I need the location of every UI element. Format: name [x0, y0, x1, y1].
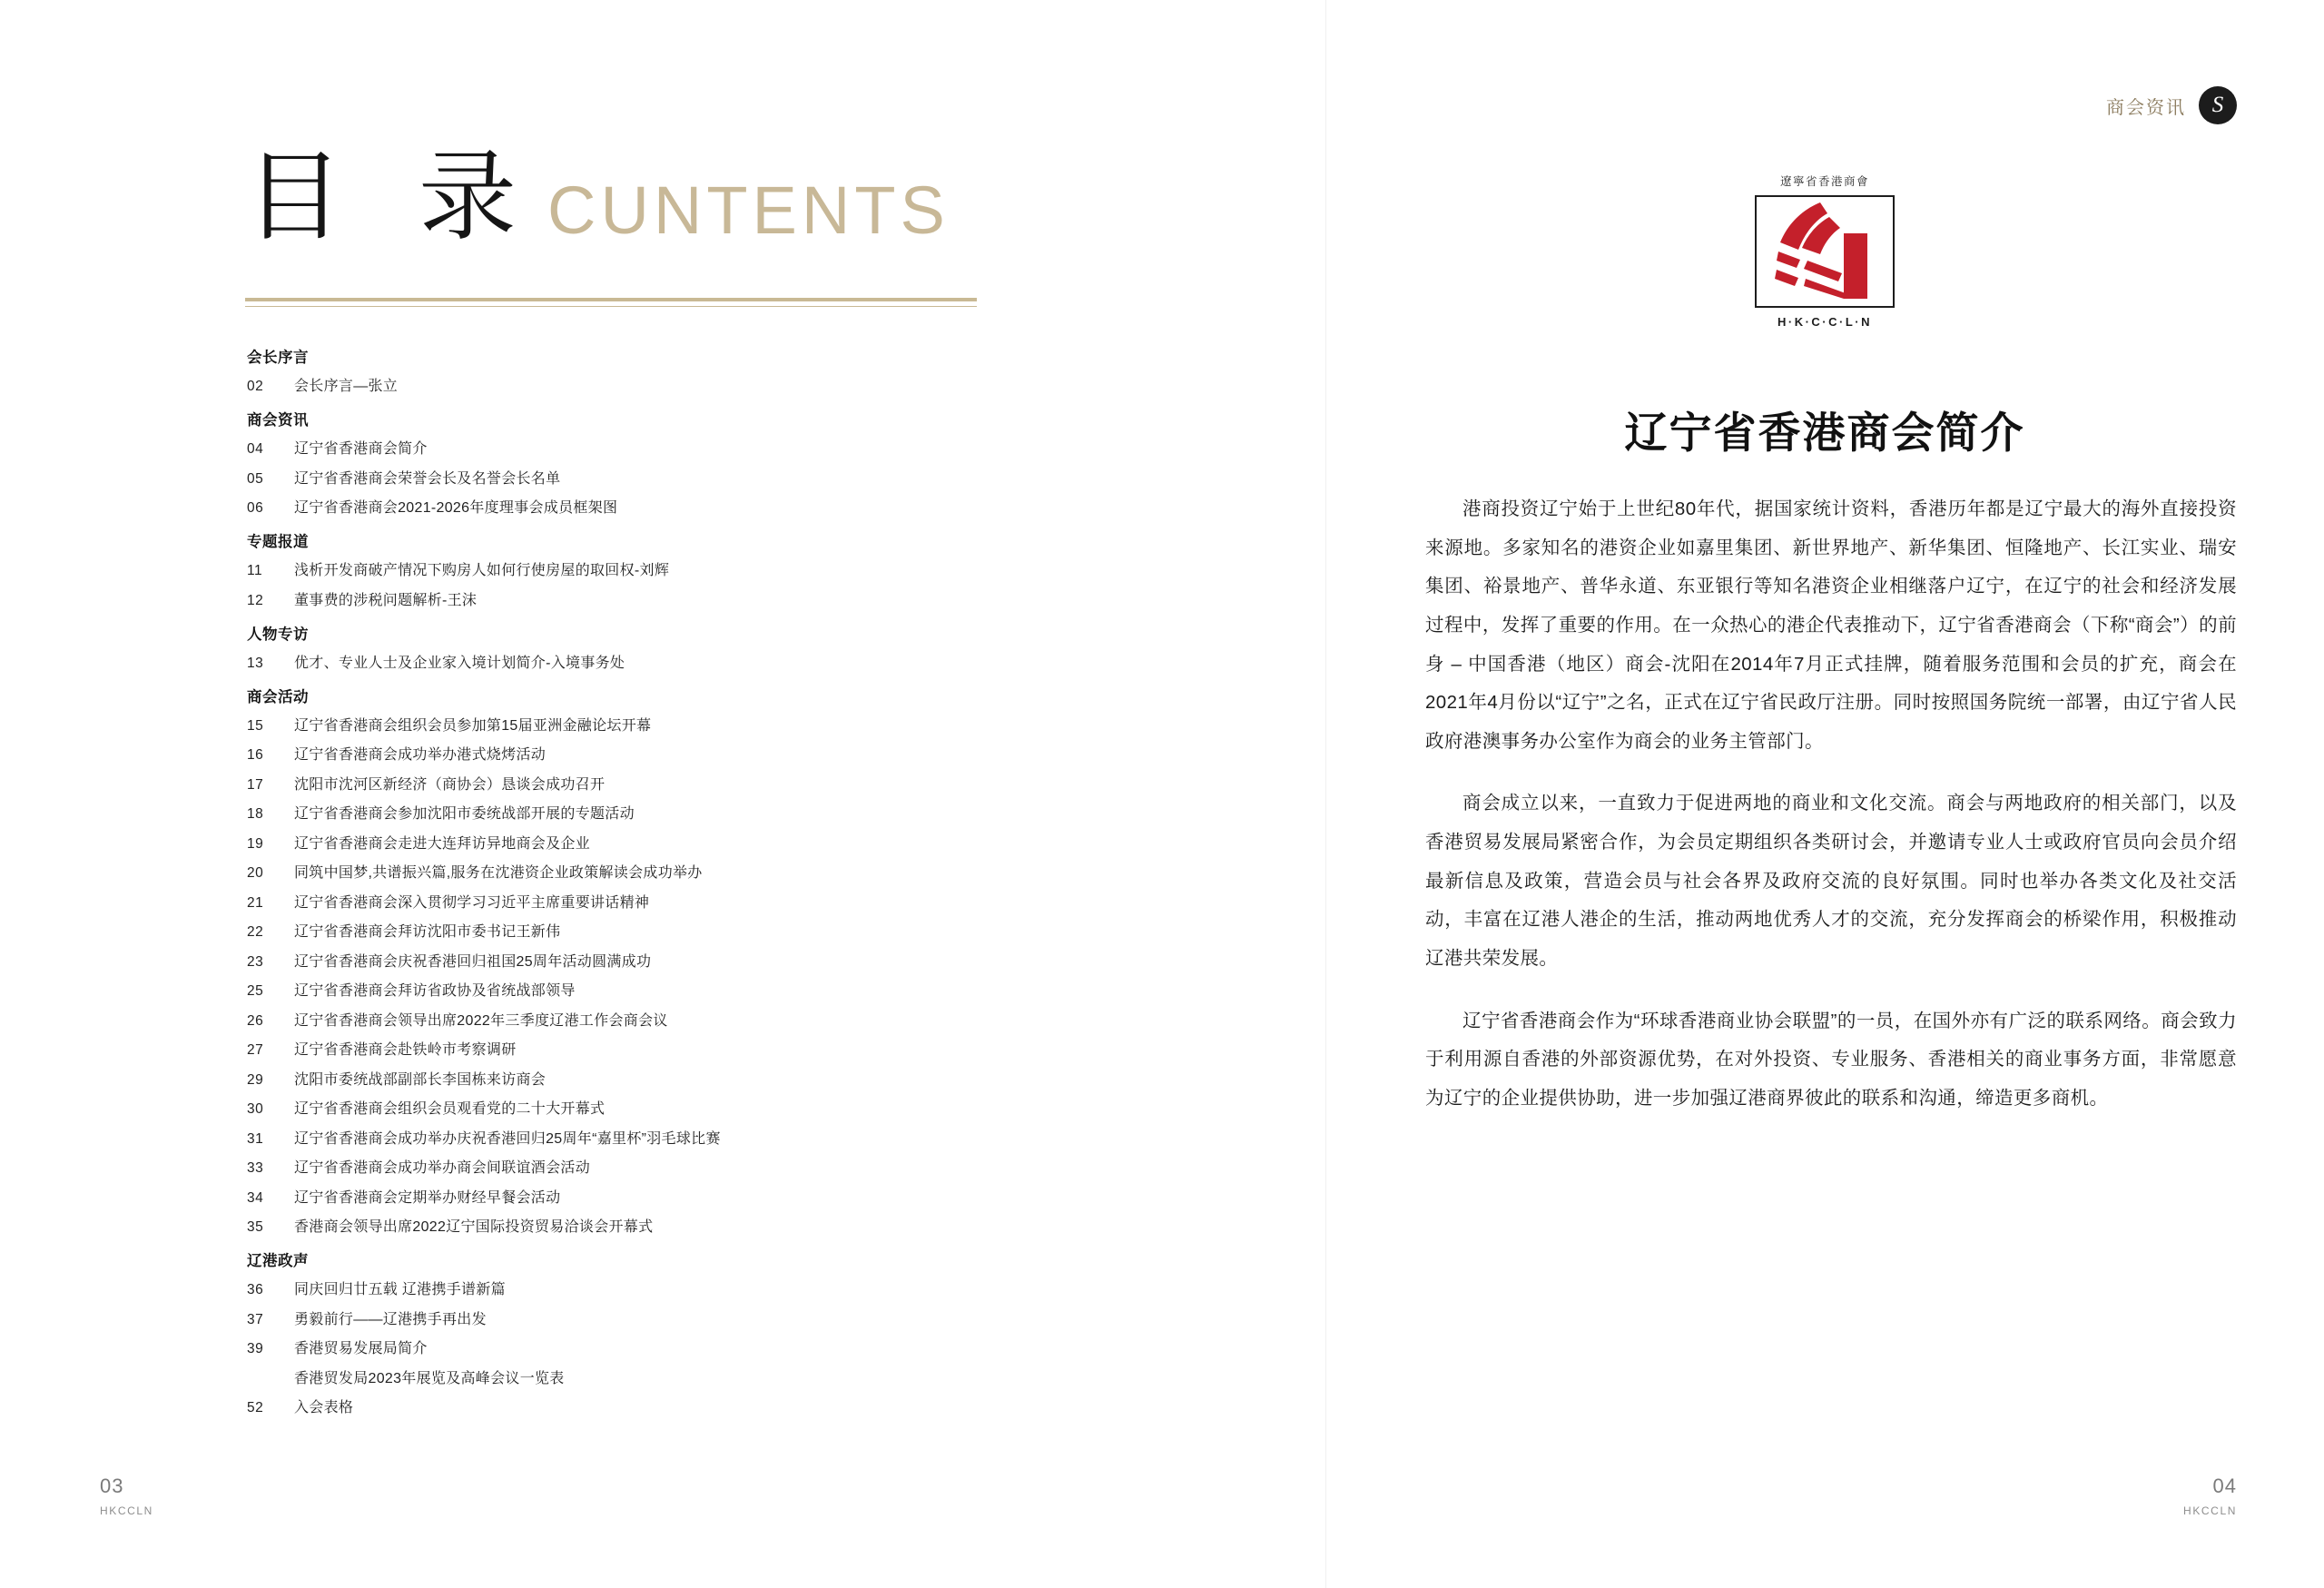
toc-entry[interactable]: [247, 714, 1155, 735]
contents-heading-cn: 目 录: [245, 144, 543, 252]
toc-entry[interactable]: [247, 832, 1155, 853]
toc-entry-title: 同庆回归廿五载 辽港携手谱新篇: [294, 1282, 506, 1297]
toc-entry-title: 辽宁省香港商会定期举办财经早餐会活动: [294, 1189, 561, 1206]
toc-entry-page: 05: [247, 470, 264, 487]
toc-entry-title: 香港贸易发展局简介: [294, 1341, 428, 1356]
toc-entry[interactable]: [247, 920, 1155, 941]
toc-entry-title: 辽宁省香港商会荣誉会长及名誉会长名单: [294, 470, 561, 487]
toc-entry-title: 辽宁省香港商会庆祝香港回归祖国25周年活动圆满成功: [294, 953, 652, 970]
toc-entry[interactable]: [247, 437, 1155, 458]
left-page-folio: [100, 1475, 153, 1517]
toc-entry-page: 26: [247, 1012, 264, 1029]
divider-thin: [245, 306, 977, 307]
contents-divider: [245, 298, 977, 307]
toc-entry[interactable]: [247, 802, 1155, 823]
toc-entry-page: 12: [247, 592, 264, 608]
toc-entry-page: 31: [247, 1130, 264, 1147]
toc-section-title: 人物专访: [247, 626, 309, 643]
toc-entry[interactable]: [247, 1307, 1155, 1328]
toc-entry-page: 36: [247, 1282, 264, 1297]
toc-entry-page: 33: [247, 1160, 264, 1176]
toc-entry[interactable]: [247, 1366, 1155, 1387]
toc-entry[interactable]: [247, 1068, 1155, 1089]
toc-entry-title: 同筑中国梦,共谱振兴篇,服务在沈港资企业政策解读会成功举办: [294, 865, 703, 881]
toc-entry[interactable]: [247, 861, 1155, 882]
toc-entry-page: 37: [247, 1311, 264, 1327]
toc-entry-title: 优才、专业人士及企业家入境计划简介-入境事务处: [294, 655, 625, 671]
toc-entry-page: 22: [247, 924, 264, 940]
toc-entry[interactable]: [247, 1127, 1155, 1148]
article-paragraph: 港商投资辽宁始于上世纪80年代，据国家统计资料，香港历年都是辽宁最大的海外直接投资来源地。多家知名的港资企业如嘉里集团、新世界地产、新华集团、恒隆地产、长江实业、瑞安集团、裕景地产、普华永道、东亚银行等知名港资企业相继落户辽宁，在辽宁的社会和经济发展过程中，发挥了重要的作用。在一众热心的港企代表推动下，辽宁省香港商会（下称“商会”）的前身 – 中国香港（地区）商会-沈阳在2014年7月正式挂牌，随着服务范围和会员的扩充，商会在2021年4月份以“辽宁”之名，正式在辽宁省民政厅注册。同时按照国务院统一部署，由辽宁省人民政府港澳事务办公室作为商会的业务主管部门。: [1425, 498, 2237, 752]
toc-entry-title: 辽宁省香港商会深入贯彻学习习近平主席重要讲话精神: [294, 894, 650, 911]
toc-entry[interactable]: [247, 891, 1155, 912]
toc-entry[interactable]: [247, 467, 1155, 488]
right-page-article: [1325, 0, 2324, 1588]
toc-entry[interactable]: [247, 1396, 1155, 1416]
toc-entry-title: 沈阳市沈河区新经济（商协会）恳谈会成功召开: [294, 776, 606, 793]
toc-entry-title: 沈阳市委统战部副部长李国栋来访商会: [294, 1071, 547, 1088]
divider-thick: [245, 298, 977, 301]
toc-entry[interactable]: [247, 1215, 1155, 1236]
toc-entry[interactable]: [247, 773, 1155, 794]
toc-entry[interactable]: [247, 496, 1155, 517]
toc-entry[interactable]: [247, 743, 1155, 764]
toc-entry[interactable]: [247, 979, 1155, 1000]
toc-entry-title: 辽宁省香港商会组织会员参加第15届亚洲金融论坛开幕: [294, 717, 652, 734]
section-header: [2106, 86, 2237, 124]
toc-entry[interactable]: [247, 1097, 1155, 1118]
toc-entry-page: 30: [247, 1101, 264, 1117]
toc-entry-page: 06: [247, 500, 264, 516]
toc-entry-page: 19: [247, 835, 264, 852]
toc-entry-title: 香港贸发局2023年展览及高峰会议一览表: [294, 1370, 565, 1386]
logo-chinese-name: 遼寧省香港商會: [1779, 175, 1869, 188]
article-paragraph: 商会成立以来，一直致力于促进两地的商业和文化交流。商会与两地政府的相关部门，以及香港贸易发展局紧密合作，为会员定期组织各类研讨会，并邀请专业人士或政府官员向会员介绍最新信息及政策，营造会员与社会各界及政府交流的良好氛围。同时也举办各类文化及社交活动，丰富在辽港人港企的生活，推动两地优秀人才的交流，充分发挥商会的桥梁作用，积极推动辽港共荣发展。: [1425, 793, 2237, 969]
toc-entry-page: 29: [247, 1071, 264, 1088]
logo-badge-icon: S: [2199, 86, 2237, 124]
toc-entry-page: 15: [247, 717, 264, 734]
toc-entry[interactable]: [247, 1038, 1155, 1059]
toc-entry-page: 16: [247, 747, 264, 763]
toc-entry-title: 辽宁省香港商会成功举办港式烧烤活动: [294, 747, 547, 763]
toc-entry-title: 辽宁省香港商会领导出席2022年三季度辽港工作会商会议: [294, 1012, 668, 1029]
page-footer-label: HKCCLN: [2183, 1504, 2237, 1517]
toc-entry-title: 浅析开发商破产情况下购房人如何行使房屋的取回权-刘辉: [294, 563, 670, 578]
table-of-contents: [247, 345, 1155, 1425]
right-page-folio: [2183, 1475, 2237, 1517]
toc-entry-title: 辽宁省香港商会2021-2026年度理事会成员框架图: [294, 500, 618, 516]
toc-entry-page: 13: [247, 655, 264, 671]
toc-entry-title: 辽宁省香港商会成功举办商会间联谊酒会活动: [294, 1160, 591, 1176]
page-number: 03: [100, 1475, 124, 1497]
toc-entry-title: 辽宁省香港商会参加沈阳市委统战部开展的专题活动: [294, 806, 635, 822]
toc-entry-title: 辽宁省香港商会拜访沈阳市委书记王新伟: [294, 924, 561, 940]
contents-heading-en: CUNTENTS: [547, 173, 950, 248]
toc-entry-page: 17: [247, 776, 264, 793]
toc-entry-page: 39: [247, 1341, 264, 1356]
toc-entry[interactable]: [247, 1277, 1155, 1298]
toc-entry[interactable]: [247, 651, 1155, 672]
toc-section-title: 商会资讯: [247, 412, 309, 429]
toc-entry[interactable]: [247, 950, 1155, 971]
toc-entry-title: 辽宁省香港商会简介: [294, 441, 428, 457]
toc-entry[interactable]: [247, 1156, 1155, 1177]
toc-entry[interactable]: [247, 558, 1155, 579]
toc-entry-title: 香港商会领导出席2022辽宁国际投资贸易洽谈会开幕式: [294, 1219, 654, 1235]
toc-entry[interactable]: [247, 1336, 1155, 1357]
toc-entry-page: 34: [247, 1189, 264, 1206]
toc-entry[interactable]: [247, 1186, 1155, 1207]
logo-mark-icon: [1755, 195, 1895, 308]
toc-entry-page: 23: [247, 953, 264, 970]
toc-entry-title: 会长序言—张立: [294, 379, 399, 394]
toc-section-title: 商会活动: [247, 688, 309, 705]
toc-entry-title: 辽宁省香港商会走进大连拜访异地商会及企业: [294, 835, 591, 852]
toc-entry-page: 04: [247, 441, 264, 457]
toc-section-title: 专题报道: [247, 534, 309, 550]
toc-entry[interactable]: [247, 374, 1155, 395]
toc-entry[interactable]: [247, 1009, 1155, 1030]
section-header-label: 商会资讯: [2106, 97, 2186, 118]
toc-entry-title: 辽宁省香港商会成功举办庆祝香港回归25周年“嘉里杯”羽毛球比赛: [294, 1130, 721, 1147]
toc-entry[interactable]: [247, 588, 1155, 609]
logo-abbreviation: H·K·C·C·L·N: [1777, 315, 1873, 329]
article-title: 辽宁省香港商会简介: [1624, 410, 2025, 458]
article-body: [1425, 490, 2237, 1141]
toc-entry-page: 21: [247, 894, 264, 911]
toc-entry-page: 52: [247, 1400, 264, 1415]
toc-section-title: 会长序言: [247, 350, 309, 366]
toc-entry-page: 35: [247, 1219, 264, 1235]
toc-entry-page: 25: [247, 983, 264, 999]
toc-entry-page: 11: [247, 563, 263, 578]
toc-entry-title: 勇毅前行——辽港携手再出发: [294, 1311, 487, 1327]
chamber-logo: [1738, 173, 1911, 329]
toc-entry-page: 27: [247, 1042, 264, 1058]
contents-heading: [245, 144, 1226, 252]
page-number: 04: [2212, 1475, 2237, 1497]
article-paragraph: 辽宁省香港商会作为“环球香港商业协会联盟”的一员，在国外亦有广泛的联系网络。商会致力于利用源自香港的外部资源优势，在对外投资、专业服务、香港相关的商业事务方面，非常愿意为辽宁的企业提供协助，进一步加强辽港商界彼此的联系和沟通，缔造更多商机。: [1425, 1010, 2237, 1109]
page-footer-label: HKCCLN: [100, 1504, 153, 1517]
toc-entry-page: 02: [247, 379, 264, 394]
toc-entry-title: 入会表格: [294, 1400, 354, 1415]
toc-entry-page: 18: [247, 806, 264, 822]
toc-section-title: 辽港政声: [247, 1253, 309, 1269]
toc-entry-title: 董事费的涉税问题解析-王沫: [294, 592, 478, 608]
toc-entry-title: 辽宁省香港商会组织会员观看党的二十大开幕式: [294, 1101, 606, 1117]
toc-entry-title: 辽宁省香港商会拜访省政协及省统战部领导: [294, 983, 576, 999]
toc-entry-title: 辽宁省香港商会赴铁岭市考察调研: [294, 1042, 517, 1058]
toc-entry-page: 20: [247, 865, 264, 881]
